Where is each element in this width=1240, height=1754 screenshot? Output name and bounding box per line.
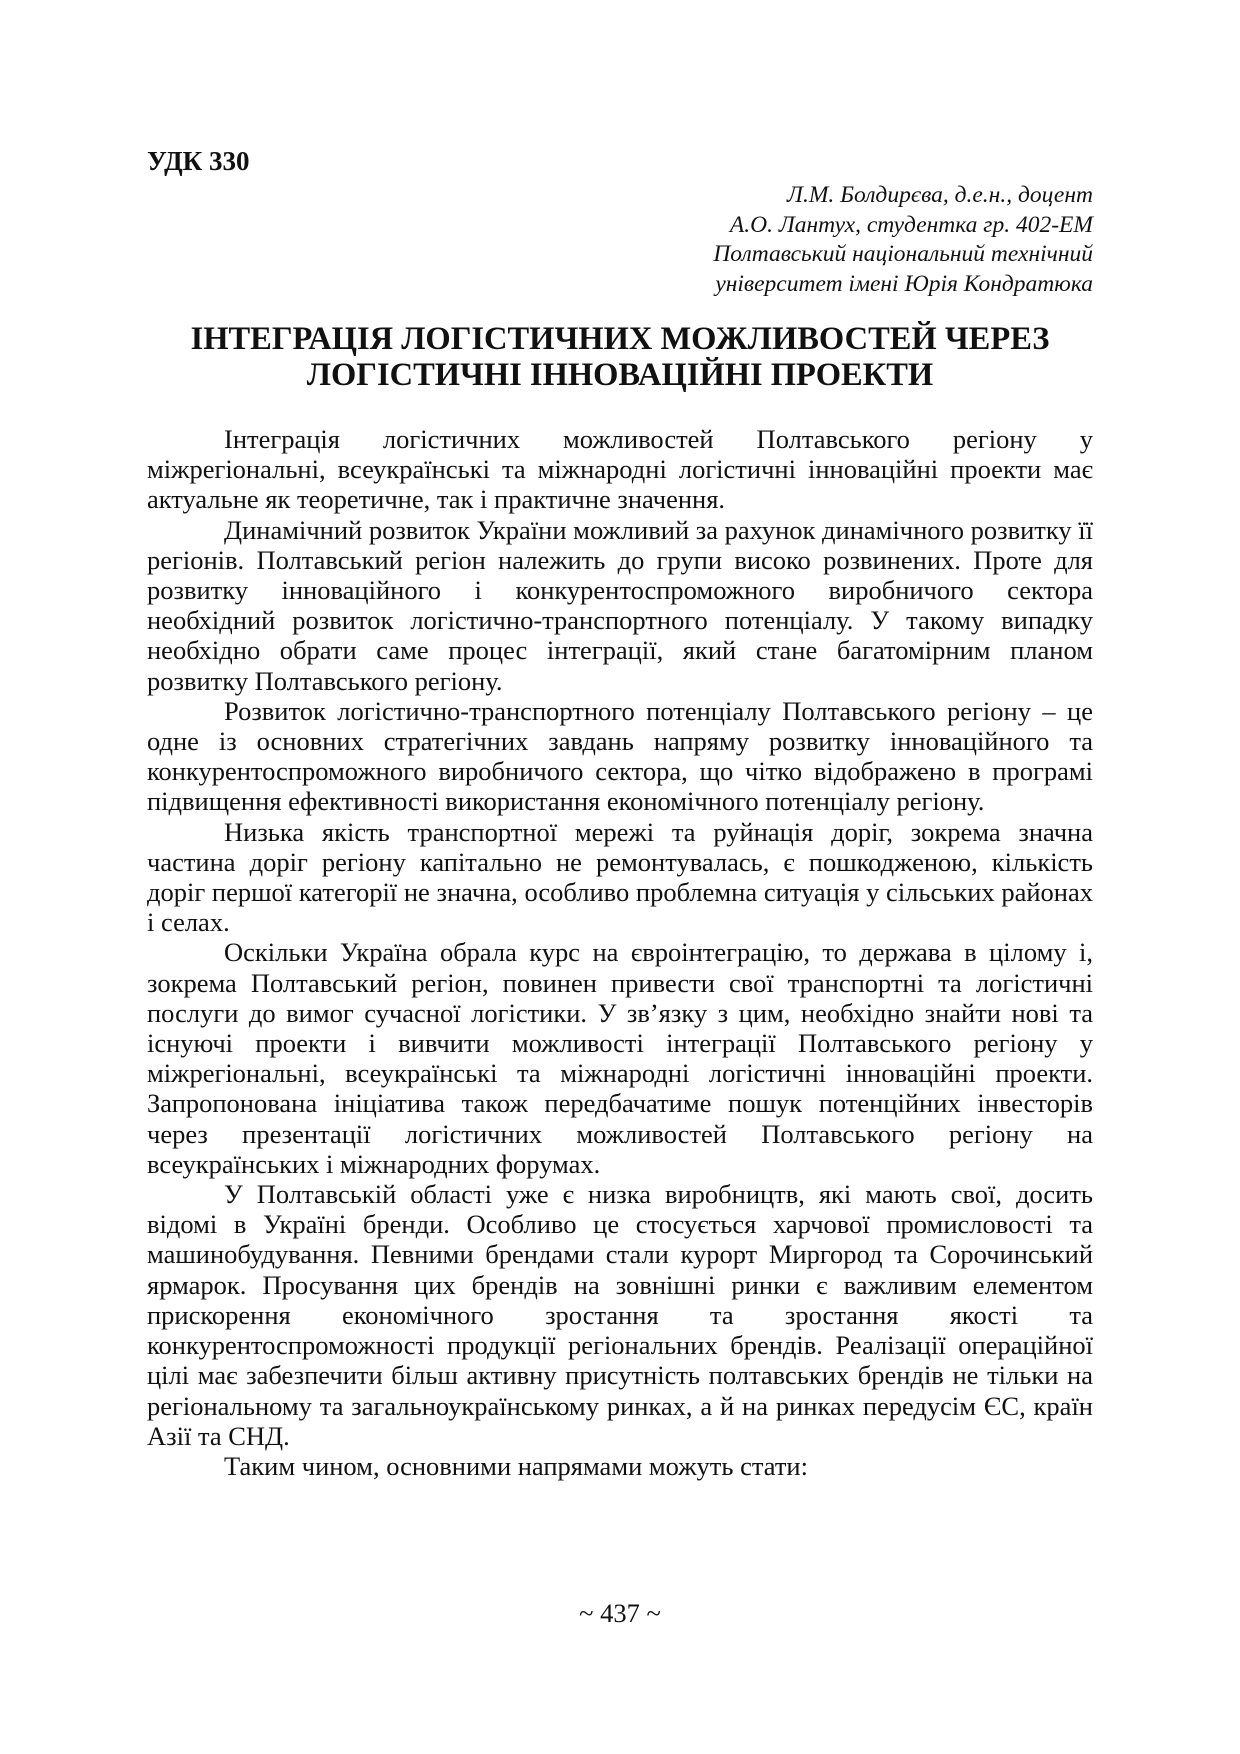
paragraph: У Полтавській області уже є низка виробництв, які мають свої, досить відомі в Україні бренди. Особливо це стосується харчової промисловості та машинобудування. Певними брендами стали курорт Миргород та Сорочинський ярмарок. Просування цих брендів на зовнішні ринки є важливим елементом прискорення економічного зростання та зростання якості та конкурентоспроможності продукції регіональних брендів. Реалізації операційної цілі має забезпечити більш активну присутність полтавських брендів не тільки на регіональному та загальноукраїнському ринках, а й на ринках передусім ЄС, країн Азії та СНД. xyxy=(147,1179,1093,1451)
udk-code: УДК 330 xyxy=(147,146,250,176)
paragraph: Інтеграція логістичних можливостей Полтавського регіону у міжрегіональні, всеукраїнські та міжнародні логістичні інноваційні проекти має актуальне як теоретичне, так і практичне значення. xyxy=(147,424,1093,515)
paragraph: Таким чином, основними напрямами можуть стати: xyxy=(224,1450,808,1481)
document-page xyxy=(147,0,1093,1754)
affiliation-line-1: Полтавський національний технічний xyxy=(713,241,1093,267)
author-line-1: Л.М. Болдирєва, д.е.н., доцент xyxy=(787,182,1093,208)
paragraph: Низька якість транспортної мережі та руйнація доріг, зокрема значна частина доріг регіону капітально не ремонтувалась, є пошкодженою, кількість доріг першої категорії не значна, особливо проблемна ситуація у сільських районах і селах. xyxy=(147,816,1093,938)
article-title xyxy=(147,321,1093,393)
article-body xyxy=(147,424,1093,1481)
paragraph: Динамічний розвиток України можливий за рахунок динамічного розвитку її регіонів. Полтавський регіон належить до групи високо розвинених. Проте для розвитку інноваційного і конкурентоспроможного виробничого сектора необхідний розвиток логістично-транспортного потенціалу. У такому випадку необхідно обрати саме процес інтеграції, який стане багатомірним планом розвитку Полтавського регіону. xyxy=(147,514,1093,696)
author-block xyxy=(713,181,1093,299)
author-line-2: А.О. Лантух, студентка гр. 402-ЕМ xyxy=(729,211,1093,238)
paragraph: Розвиток логістично-транспортного потенціалу Полтавського регіону – це одне із основних стратегічних завдань напряму розвитку інноваційного та конкурентоспроможного виробничого сектора, що чітко відображено в програмі підвищення ефективності використання економічного потенціалу регіону. xyxy=(147,695,1093,817)
article-title-line-1: ІНТЕГРАЦІЯ ЛОГІСТИЧНИХ МОЖЛИВОСТЕЙ ЧЕРЕЗ xyxy=(190,321,1050,357)
paragraph: Оскільки Україна обрала курс на євроінтеграцію, то держава в цілому і, зокрема Полтавський регіон, повинен привести свої транспортні та логістичні послуги до вимог сучасної логістики. У зв’язку з цим, необхідно знайти нові та існуючі проекти і вивчити можливості інтеграції Полтавського регіону у міжрегіональні, всеукраїнські та міжнародні логістичні інноваційні проекти. Запропонована ініціатива також передбачатиме пошук потенційних інвесторів через презентації логістичних можливостей Полтавського регіону на всеукраїнських і міжнародних форумах. xyxy=(147,937,1093,1179)
page-number: ~ 437 ~ xyxy=(579,1598,661,1628)
article-title-line-2: ЛОГІСТИЧНІ ІННОВАЦІЙНІ ПРОЕКТИ xyxy=(306,357,934,393)
affiliation-line-2: університет імені Юрія Кондратюка xyxy=(715,270,1093,297)
